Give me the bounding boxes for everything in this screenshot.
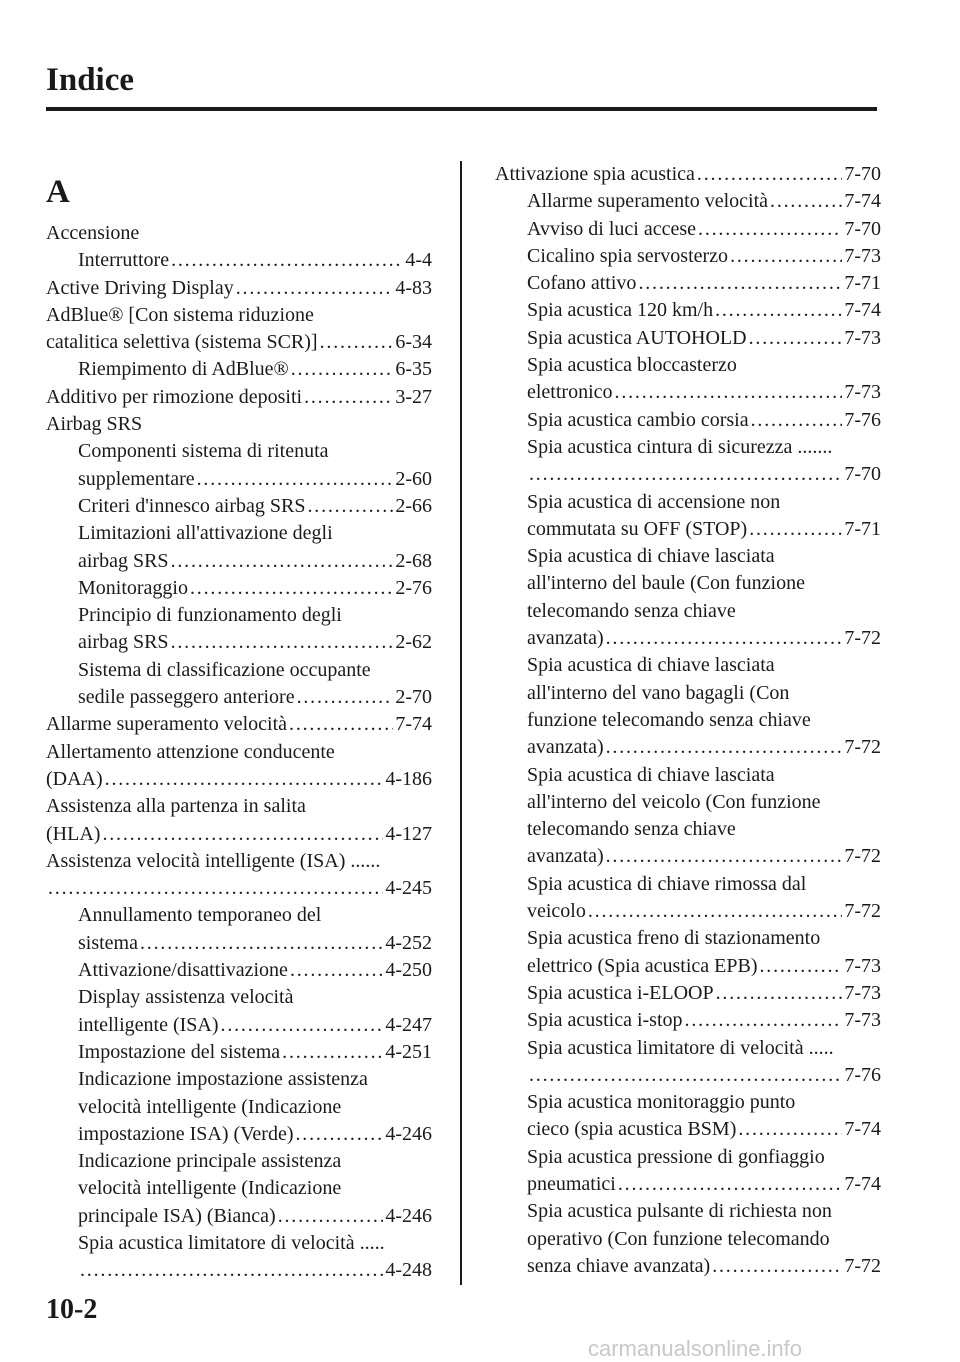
index-entry-text: (DAA) [46,767,103,790]
index-entry-text: Spia acustica cambio corsia [527,408,749,431]
index-entry [495,652,881,679]
page-number: 10-2 [46,1294,98,1325]
index-entry-text: AdBlue® [Con sistema riduzione [46,303,314,326]
index-entry [46,329,432,356]
index-entry [46,493,432,520]
dot-leader [738,1116,842,1143]
index-entry [495,325,881,352]
index-entry [46,902,432,929]
index-page-ref: 4-248 [385,1259,432,1282]
index-page-ref: 4-4 [405,249,432,272]
index-entry-text: Allarme superamento velocità [527,190,769,213]
index-entry [46,684,432,711]
index-page-ref: 7-71 [844,272,881,295]
index-page-ref: 2-60 [395,467,432,490]
dot-leader [618,1171,842,1198]
index-entry [495,1035,881,1062]
index-page-ref: 7-70 [844,217,881,240]
index-entry [46,302,432,329]
index-entry-text: telecomando senza chiave [527,599,736,622]
index-entry-text: Spia acustica monitoraggio punto [527,1091,796,1114]
index-entry-text: avanzata) [527,845,604,868]
index-entry-text: Spia acustica cintura di sicurezza ....... [527,435,833,458]
index-entry [495,925,881,952]
dot-leader [197,466,394,493]
dot-leader [751,407,843,434]
dot-leader [297,684,394,711]
index-entry [495,161,881,188]
index-page-ref: 4-186 [385,767,432,790]
index-page-ref: 4-252 [385,931,432,954]
dot-leader [278,1203,384,1230]
index-entry [495,1007,881,1034]
index-entry [495,1116,881,1143]
index-entry-text: catalitica selettiva (sistema SCR)] [46,331,318,354]
index-entry-text: senza chiave avanzata) [527,1254,711,1277]
index-entry-text: sistema [78,931,138,954]
index-entry [46,220,432,247]
dot-leader [749,325,843,352]
index-entry-text: elettronico [527,381,613,404]
index-entry-text: all'interno del vano bagagli (Con [527,681,790,704]
index-page-ref: 7-76 [844,1063,881,1086]
index-entry [46,438,432,465]
index-entry [495,953,881,980]
index-entry-text: Spia acustica pulsante di richiesta non [527,1200,832,1223]
dot-leader [304,384,393,411]
index-entry [495,434,881,461]
index-page-ref: 4-127 [385,822,432,845]
index-page-ref: 7-73 [844,244,881,267]
dot-leader [529,1062,842,1089]
index-entry [495,297,881,324]
index-page-ref: 7-72 [844,627,881,650]
index-entry [46,1203,432,1230]
index-entry [495,407,881,434]
index-entry [495,461,881,488]
index-entry [46,629,432,656]
index-entry-text: Limitazioni all'attivazione degli [78,522,333,545]
index-entry-text: Criteri d'innesco airbag SRS [78,494,306,517]
index-entry-text: Impostazione del sistema [78,1040,281,1063]
index-entry [46,1094,432,1121]
index-entry-text: Cicalino spia servosterzo [527,244,729,267]
dot-leader [282,1039,383,1066]
index-entry-text: Display assistenza velocità [78,986,294,1009]
index-entry-text: veicolo [527,900,586,923]
index-entry-text: Spia acustica di chiave lasciata [527,763,775,786]
watermark: carmanualsonline.info [588,1336,803,1361]
dot-leader [289,711,393,738]
index-entry [46,411,432,438]
index-entry-text: Active Driving Display [46,276,234,299]
index-entry-text: Principio di funzionamento degli [78,604,342,627]
index-page-ref: 7-74 [395,713,432,736]
index-entry [495,734,881,761]
index-entry [495,1198,881,1225]
index-entry [495,352,881,379]
index-page-ref: 4-245 [385,877,432,900]
index-entry [46,957,432,984]
index-entry-text: Spia acustica pressione di gonfiaggio [527,1145,825,1168]
index-page-ref: 7-73 [844,981,881,1004]
dot-leader [171,629,394,656]
index-page-ref: 4-83 [395,276,432,299]
index-entry-text: Monitoraggio [78,576,188,599]
index-entry-text: Additivo per rimozione depositi [46,385,303,408]
dot-leader [715,297,842,324]
index-page-ref: 4-247 [385,1013,432,1036]
index-page-ref: 4-246 [385,1122,432,1145]
index-entry-text: Sistema di classificazione occupante [78,658,371,681]
dot-leader [80,1257,383,1284]
dot-leader [712,1253,842,1280]
dot-leader [770,188,842,215]
index-entry [46,766,432,793]
index-entry [495,1253,881,1280]
index-entry-text: all'interno del veicolo (Con funzione [527,790,821,813]
dot-leader [320,329,394,356]
index-entry [46,1121,432,1148]
index-entry [495,516,881,543]
index-entry-text: Spia acustica di chiave rimossa dal [527,872,807,895]
index-page-ref: 7-76 [844,408,881,431]
index-entry [495,1226,881,1253]
page-title: Indice [46,62,135,98]
index-entry [495,898,881,925]
index-page-ref: 7-74 [844,190,881,213]
index-entry [46,1257,432,1284]
index-entry [46,1148,432,1175]
index-entry-text: velocità intelligente (Indicazione [78,1177,342,1200]
index-entry-text: Assistenza alla partenza in salita [46,795,306,818]
index-entry [46,821,432,848]
index-entry-text: commutata su OFF (STOP) [527,517,748,540]
dot-leader [638,270,842,297]
index-entry-text: Spia acustica limitatore di velocità ..... [78,1231,385,1254]
dot-leader [307,493,393,520]
dot-leader [606,625,843,652]
index-entry [495,625,881,652]
index-entry [46,356,432,383]
dot-leader [291,356,394,383]
index-page-ref: 7-72 [844,736,881,759]
dot-leader [615,379,843,406]
index-entry-text: impostazione ISA) (Verde) [78,1122,294,1145]
dot-leader [716,980,843,1007]
index-entry-text: Airbag SRS [46,413,143,436]
index-entry-text: cieco (spia acustica BSM) [527,1118,737,1141]
index-entry-text: Attivazione/disattivazione [78,959,288,982]
dot-leader [221,1012,384,1039]
index-entry [495,1144,881,1171]
index-entry-text: Spia acustica freno di stazionamento [527,927,821,950]
index-page-ref: 4-251 [385,1040,432,1063]
index-entry-text: pneumatici [527,1172,616,1195]
dot-leader [190,575,393,602]
dot-leader [698,216,842,243]
dot-leader [759,953,842,980]
section-letter: A [46,174,70,210]
index-entry-text: telecomando senza chiave [527,818,736,841]
index-entry [46,575,432,602]
dot-leader [171,247,403,274]
index-entries-right [495,161,881,1280]
index-page-ref: 7-74 [844,1172,881,1195]
index-entry [495,598,881,625]
index-entry-text: velocità intelligente (Indicazione [78,1095,342,1118]
index-entry-text: all'interno del baule (Con funzione [527,572,805,595]
index-page-ref: 4-246 [385,1204,432,1227]
index-entry-text: (HLA) [46,822,101,845]
index-entry-text: Spia acustica i-ELOOP [527,981,714,1004]
index-entry-text: Spia acustica limitatore di velocità ..... [527,1036,834,1059]
index-entry [495,379,881,406]
index-entry-text: Interruttore [78,249,170,272]
index-entry [495,707,881,734]
dot-leader [296,1121,384,1148]
dot-leader [749,516,842,543]
index-page-ref: 7-73 [844,381,881,404]
index-entry-text: Spia acustica i-stop [527,1009,683,1032]
index-entry [495,188,881,215]
index-entry [46,984,432,1011]
index-page-ref: 7-72 [844,900,881,923]
index-entry [495,243,881,270]
index-entry [495,216,881,243]
index-entry [46,1175,432,1202]
index-entry [46,1066,432,1093]
header-rule [46,107,877,111]
index-entry-text: Annullamento temporaneo del [78,904,322,927]
index-entry [46,1039,432,1066]
column-divider [460,161,462,1285]
index-entry [46,466,432,493]
index-entry [495,1062,881,1089]
index-page-ref: 7-74 [844,1118,881,1141]
index-column-right [495,161,881,1280]
index-entry [46,1230,432,1257]
index-entry [46,930,432,957]
dot-leader [529,461,842,488]
index-entry [46,548,432,575]
index-page-ref: 7-72 [844,845,881,868]
index-column-left [46,174,432,1285]
index-page-ref: 7-73 [844,326,881,349]
index-page-ref: 7-71 [844,517,881,540]
index-entry [46,1012,432,1039]
index-entry-text: Spia acustica di chiave lasciata [527,545,775,568]
dot-leader [588,898,842,925]
index-page-ref: 7-72 [844,1254,881,1277]
index-page-ref: 3-27 [395,385,432,408]
index-entry [46,520,432,547]
index-entry-text: Spia acustica bloccasterzo [527,354,737,377]
index-page-ref: 2-66 [395,494,432,517]
dot-leader [697,161,842,188]
dot-leader [105,766,384,793]
index-page-ref: 4-250 [385,959,432,982]
index-entry-text: Avviso di luci accese [527,217,697,240]
index-entry [495,680,881,707]
dot-leader [171,548,394,575]
index-entry [495,1171,881,1198]
dot-leader [730,243,842,270]
dot-leader [48,875,383,902]
index-entry-text: Spia acustica di chiave lasciata [527,654,775,677]
index-entry-text: Spia acustica 120 km/h [527,299,714,322]
index-entry-text: Attivazione spia acustica [495,163,695,185]
index-entry-text: airbag SRS [78,631,169,654]
index-entry [495,980,881,1007]
index-entry [495,543,881,570]
index-entry-text: sedile passeggero anteriore [78,686,295,709]
dot-leader [140,930,383,957]
index-entry [46,602,432,629]
index-entry-text: Riempimento di AdBlue® [78,358,289,381]
index-page-ref: 7-70 [844,163,881,185]
index-entry [46,793,432,820]
index-page-ref: 7-73 [844,1009,881,1032]
index-entry-text: Cofano attivo [527,272,637,295]
index-entry-text: Indicazione principale assistenza [78,1150,342,1173]
index-entry [46,875,432,902]
index-entry-text: Assistenza velocità intelligente (ISA) ...... [46,849,381,872]
index-entry [46,711,432,738]
index-page-ref: 7-73 [844,954,881,977]
index-entry-text: Spia acustica di accensione non [527,490,781,513]
index-entry-text: airbag SRS [78,549,169,572]
index-page-ref: 2-62 [395,631,432,654]
dot-leader [606,843,843,870]
index-entry-text: supplementare [78,467,195,490]
index-entry [46,247,432,274]
index-entry-text: Allarme superamento velocità [46,713,288,736]
dot-leader [236,275,394,302]
index-entry [495,816,881,843]
index-entry-text: principale ISA) (Bianca) [78,1204,276,1227]
index-entries-left [46,220,432,1285]
index-entry-text: Indicazione impostazione assistenza [78,1068,368,1091]
index-entry [495,489,881,516]
index-page-ref: 2-68 [395,549,432,572]
index-entry [495,1089,881,1116]
index-entry-text: avanzata) [527,627,604,650]
dot-leader [102,821,383,848]
index-entry [46,657,432,684]
index-entry [46,739,432,766]
index-entry [495,270,881,297]
dot-leader [685,1007,843,1034]
index-entry [495,762,881,789]
index-entry [495,843,881,870]
index-entry-text: Accensione [46,222,140,244]
index-page-ref: 6-34 [395,331,432,354]
index-entry [495,789,881,816]
index-entry-text: elettrico (Spia acustica EPB) [527,954,758,977]
index-entry [495,871,881,898]
index-entry-text: Componenti sistema di ritenuta [78,440,329,463]
index-entry [46,384,432,411]
index-page-ref: 2-76 [395,576,432,599]
index-entry [46,848,432,875]
index-page-ref: 2-70 [395,686,432,709]
dot-leader [290,957,383,984]
index-entry-text: Allertamento attenzione conducente [46,740,335,763]
index-page-ref: 7-74 [844,299,881,322]
index-entry-text: avanzata) [527,736,604,759]
index-page-ref: 7-70 [844,463,881,486]
index-entry-text: intelligente (ISA) [78,1013,219,1036]
index-entry-text: operativo (Con funzione telecomando [527,1227,830,1250]
index-entry [495,570,881,597]
index-entry [46,275,432,302]
index-entry-text: funzione telecomando senza chiave [527,708,811,731]
index-page-ref: 6-35 [395,358,432,381]
dot-leader [606,734,843,761]
index-entry-text: Spia acustica AUTOHOLD [527,326,747,349]
